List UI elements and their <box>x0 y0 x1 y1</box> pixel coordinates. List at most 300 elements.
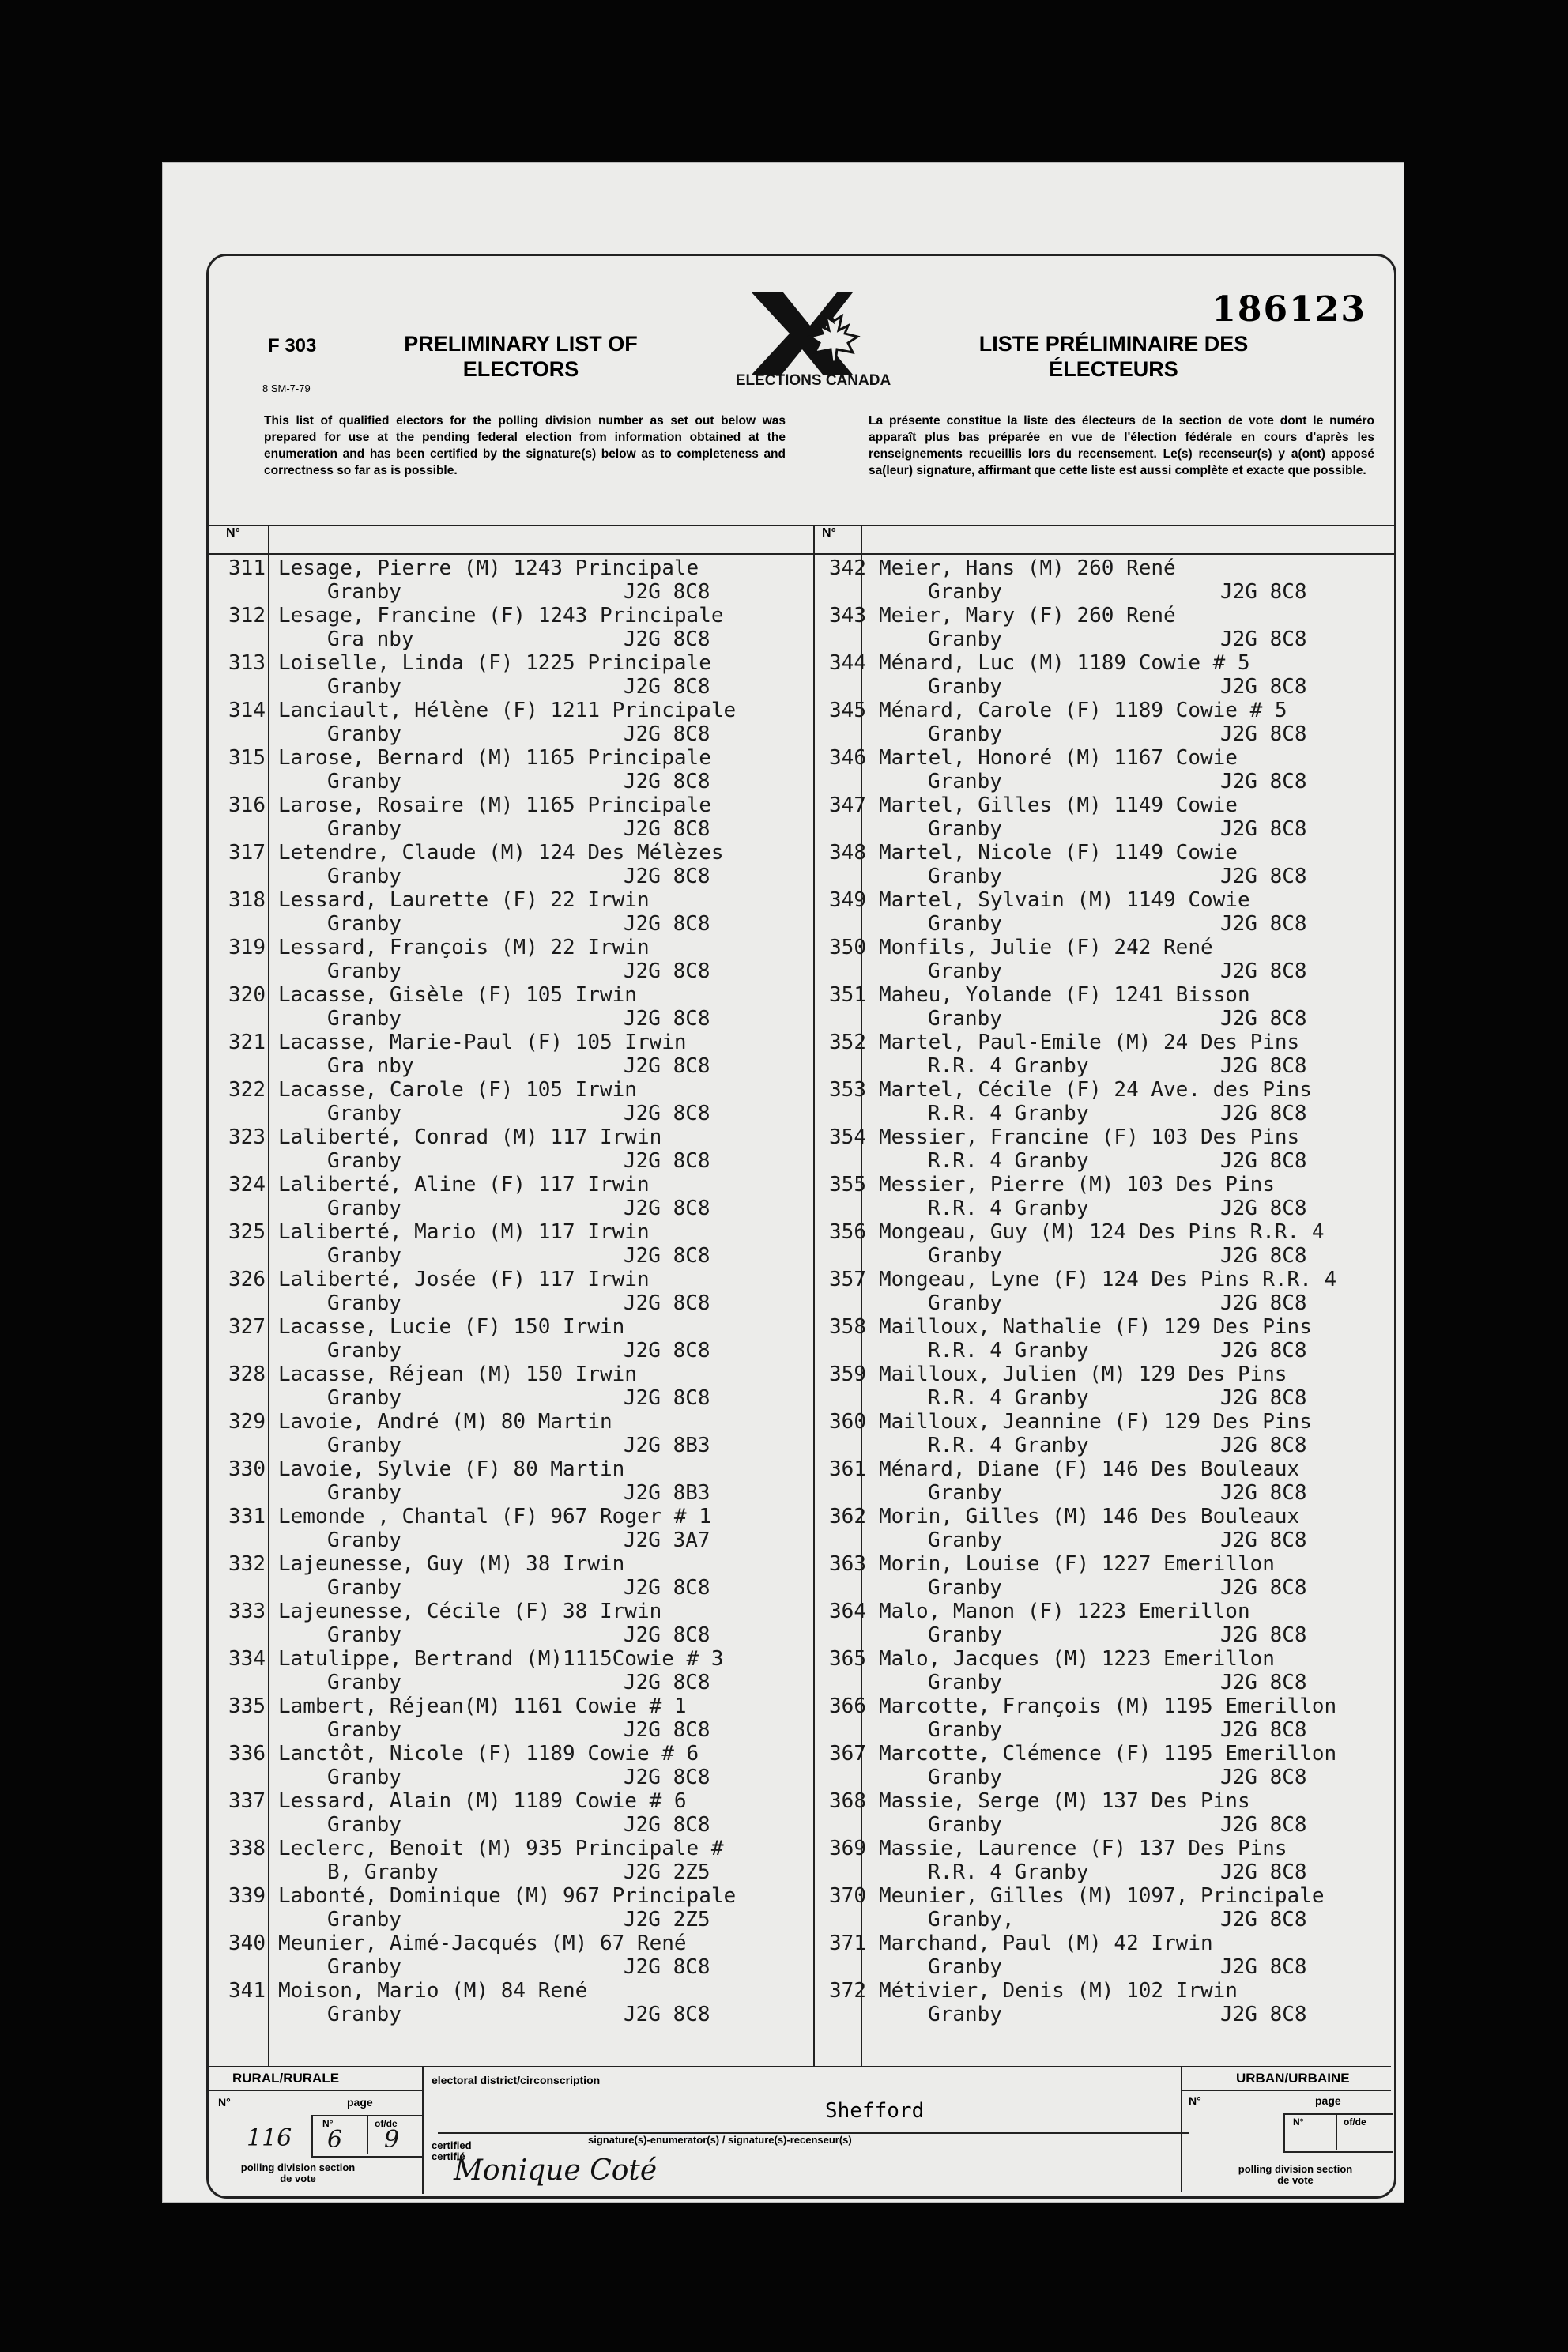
entry-number: 339 <box>228 1884 266 1908</box>
entry-number: 342 <box>829 556 866 580</box>
entry-name-address: Massie, Serge (M) 137 Des Pins <box>879 1789 1250 1813</box>
list-header-rule <box>209 553 1394 555</box>
entry-postal-code: J2G 8C8 <box>1220 1339 1307 1363</box>
district-value: Shefford <box>825 2099 925 2123</box>
entry-number: 335 <box>228 1694 266 1718</box>
entry-name-address: Lacasse, Marie-Paul (F) 105 Irwin <box>278 1031 687 1054</box>
list-entry <box>209 1268 813 1315</box>
entry-number: 312 <box>228 604 266 628</box>
entry-name-address: Lacasse, Lucie (F) 150 Irwin <box>278 1315 625 1339</box>
entry-name-address: Ménard, Luc (M) 1189 Cowie # 5 <box>879 651 1250 675</box>
list-entry <box>809 1837 1394 1884</box>
entry-municipality: Granby <box>928 1291 1002 1315</box>
list-entry <box>209 1789 813 1837</box>
list-entry <box>209 556 813 604</box>
entry-name-address: Moison, Mario (M) 84 René <box>278 1979 588 2003</box>
entry-postal-code: J2G 8C8 <box>1220 1054 1307 1078</box>
entry-postal-code: J2G 8C8 <box>624 1054 710 1078</box>
entry-municipality: Granby <box>327 1481 401 1505</box>
list-entry <box>809 841 1394 888</box>
entry-postal-code: J2G 8C8 <box>624 817 710 841</box>
entry-name-address: Messier, Francine (F) 103 Des Pins <box>879 1125 1300 1149</box>
entry-municipality: Gra nby <box>327 628 414 651</box>
entry-name-address: Meunier, Gilles (M) 1097, Principale <box>879 1884 1325 1908</box>
entry-municipality: Granby <box>327 959 401 983</box>
electors-list-sheet <box>162 162 1404 2203</box>
entry-postal-code: J2G 8C8 <box>1220 959 1307 983</box>
entry-name-address: Laliberté, Conrad (M) 117 Irwin <box>278 1125 662 1149</box>
list-entry <box>209 1505 813 1552</box>
entry-name-address: Martel, Gilles (M) 1149 Cowie <box>879 793 1238 817</box>
entry-municipality: Granby <box>928 1576 1002 1600</box>
entry-number: 325 <box>228 1220 266 1244</box>
list-entry <box>809 1220 1394 1268</box>
entry-name-address: Martel, Paul-Emile (M) 24 Des Pins <box>879 1031 1300 1054</box>
entry-number: 358 <box>829 1315 866 1339</box>
entry-postal-code: J2G 8C8 <box>1220 1813 1307 1837</box>
entry-municipality: Granby <box>928 1955 1002 1979</box>
entry-number: 340 <box>228 1932 266 1955</box>
entry-municipality: Granby <box>327 1244 401 1268</box>
list-entry <box>209 936 813 983</box>
entry-number: 354 <box>829 1125 866 1149</box>
title-english: PRELIMINARY LIST OF ELECTORS <box>404 332 638 381</box>
entry-municipality: Granby <box>928 1481 1002 1505</box>
entry-postal-code: J2G 8C8 <box>624 1576 710 1600</box>
entry-number: 345 <box>829 699 866 722</box>
entry-postal-code: J2G 8C8 <box>1220 722 1307 746</box>
intro-french: La présente constitue la liste des électeurs de la section de vote dont le numéro apparaît plus bas préparée en vue de l'élection fédérale en cours d'après les renseignements recueillis lors du recensement. Le(s) recenseur(s) y a(ont) apposé sa(leur) signature, affirmant que cette liste est aussi complète et exacte que possible. <box>869 414 1374 477</box>
entry-municipality: Granby <box>327 817 401 841</box>
list-entry <box>209 793 813 841</box>
entry-name-address: Lesage, Pierre (M) 1243 Principale <box>278 556 699 580</box>
entry-municipality: Gra nby <box>327 1054 414 1078</box>
entry-number: 311 <box>228 556 266 580</box>
list-entry <box>809 1742 1394 1789</box>
entry-number: 348 <box>829 841 866 865</box>
entry-municipality: B, Granby <box>327 1860 439 1884</box>
entry-name-address: Mailloux, Julien (M) 129 Des Pins <box>879 1363 1287 1386</box>
entry-number: 319 <box>228 936 266 959</box>
entry-postal-code: J2G 8C8 <box>1220 770 1307 793</box>
entry-municipality: Granby <box>928 1528 1002 1552</box>
list-entry <box>809 556 1394 604</box>
entry-number: 372 <box>829 1979 866 2003</box>
entry-number: 356 <box>829 1220 866 1244</box>
entry-municipality: Granby <box>327 1102 401 1125</box>
entry-postal-code: J2G 8C8 <box>1220 1434 1307 1457</box>
entry-number: 361 <box>829 1457 866 1481</box>
entry-municipality: Granby <box>928 1813 1002 1837</box>
list-entry <box>209 1125 813 1173</box>
entry-number: 365 <box>829 1647 866 1671</box>
entry-municipality: Granby <box>327 1908 401 1932</box>
entry-municipality: Granby <box>928 722 1002 746</box>
entry-postal-code: J2G 8C8 <box>624 770 710 793</box>
right-number-header: N° <box>822 526 836 540</box>
rural-page-of-label: of/de <box>375 2118 398 2129</box>
entry-postal-code: J2G 8C8 <box>1220 1860 1307 1884</box>
list-entry <box>209 1457 813 1505</box>
entry-postal-code: J2G 8C8 <box>1220 1386 1307 1410</box>
entry-number: 357 <box>829 1268 866 1291</box>
intro-english: This list of qualified electors for the polling division number as set out below was prepared for use at the pending federal election from information obtained at the enumeration and has been certified by the signature(s) below as to completeness and correctness so far as is possible. <box>264 414 786 477</box>
entry-name-address: Lacasse, Gisèle (F) 105 Irwin <box>278 983 637 1007</box>
entry-number: 346 <box>829 746 866 770</box>
entry-municipality: Granby <box>928 675 1002 699</box>
list-entry <box>809 651 1394 699</box>
list-entry <box>209 1410 813 1457</box>
entry-number: 371 <box>829 1932 866 1955</box>
entry-postal-code: J2G 8C8 <box>624 2003 710 2026</box>
urban-page-of-label: of/de <box>1344 2116 1366 2128</box>
urban-polling-division-label: polling division section de vote <box>1238 2163 1353 2186</box>
entry-postal-code: J2G 8B3 <box>624 1481 710 1505</box>
list-entry <box>209 651 813 699</box>
entry-postal-code: J2G 8C8 <box>624 1955 710 1979</box>
entry-postal-code: J2G 8C8 <box>624 722 710 746</box>
entry-postal-code: J2G 8C8 <box>624 580 710 604</box>
entry-name-address: Monfils, Julie (F) 242 René <box>879 936 1213 959</box>
list-entry <box>809 1979 1394 2026</box>
urban-page-no-label: N° <box>1293 2116 1304 2128</box>
entry-postal-code: J2G 8C8 <box>1220 628 1307 651</box>
entry-name-address: Martel, Cécile (F) 24 Ave. des Pins <box>879 1078 1312 1102</box>
entry-number: 321 <box>228 1031 266 1054</box>
entry-number: 337 <box>228 1789 266 1813</box>
entry-municipality: Granby <box>327 2003 401 2026</box>
entry-municipality: Granby <box>327 912 401 936</box>
entry-number: 320 <box>228 983 266 1007</box>
entry-postal-code: J2G 8C8 <box>624 1718 710 1742</box>
entry-number: 344 <box>829 651 866 675</box>
entry-number: 322 <box>228 1078 266 1102</box>
enumerator-signature: Monique Coté <box>454 2154 658 2187</box>
entry-number: 331 <box>228 1505 266 1528</box>
entry-postal-code: J2G 8C8 <box>1220 675 1307 699</box>
entry-number: 366 <box>829 1694 866 1718</box>
list-entry <box>809 1694 1394 1742</box>
entry-name-address: Lavoie, André (M) 80 Martin <box>278 1410 612 1434</box>
entry-municipality: Granby <box>327 770 401 793</box>
certified-label: certified certifié <box>432 2139 472 2162</box>
list-entry <box>809 1078 1394 1125</box>
entry-name-address: Lajeunesse, Cécile (F) 38 Irwin <box>278 1600 662 1623</box>
urban-header-rule <box>1181 2090 1391 2091</box>
entry-postal-code: J2G 8C8 <box>1220 1671 1307 1694</box>
entry-name-address: Lemonde , Chantal (F) 967 Roger # 1 <box>278 1505 711 1528</box>
entry-name-address: Ménard, Diane (F) 146 Des Bouleaux <box>879 1457 1300 1481</box>
list-entry <box>809 1268 1394 1315</box>
entry-name-address: Loiselle, Linda (F) 1225 Principale <box>278 651 711 675</box>
entry-name-address: Lambert, Réjean(M) 1161 Cowie # 1 <box>278 1694 687 1718</box>
list-entry <box>209 1363 813 1410</box>
entry-postal-code: J2G 8C8 <box>1220 1149 1307 1173</box>
entry-number: 347 <box>829 793 866 817</box>
entry-municipality: Granby <box>928 1623 1002 1647</box>
entry-postal-code: J2G 8C8 <box>624 1766 710 1789</box>
entry-postal-code: J2G 8C8 <box>624 1197 710 1220</box>
entry-name-address: Lavoie, Sylvie (F) 80 Martin <box>278 1457 625 1481</box>
list-entry <box>809 699 1394 746</box>
list-entry <box>809 1932 1394 1979</box>
entry-name-address: Lacasse, Carole (F) 105 Irwin <box>278 1078 637 1102</box>
entry-postal-code: J2G 8C8 <box>1220 1244 1307 1268</box>
entry-number: 367 <box>829 1742 866 1766</box>
entry-municipality: Granby <box>928 628 1002 651</box>
list-top-rule <box>209 525 1394 526</box>
list-entry <box>809 1789 1394 1837</box>
entry-number: 318 <box>228 888 266 912</box>
entry-municipality: Granby <box>327 1339 401 1363</box>
entry-number: 362 <box>829 1505 866 1528</box>
entry-name-address: Meunier, Aimé-Jacqués (M) 67 René <box>278 1932 687 1955</box>
entry-municipality: Granby <box>327 1671 401 1694</box>
entry-postal-code: J2G 8C8 <box>624 865 710 888</box>
list-entry <box>809 1173 1394 1220</box>
entry-name-address: Malo, Manon (F) 1223 Emerillon <box>879 1600 1250 1623</box>
entry-municipality: Granby <box>327 1149 401 1173</box>
list-entry <box>209 1647 813 1694</box>
entry-postal-code: J2G 8C8 <box>1220 1007 1307 1031</box>
entry-name-address: Laliberté, Mario (M) 117 Irwin <box>278 1220 650 1244</box>
district-label: electoral district/circonscription <box>432 2074 601 2086</box>
rural-page-number: 6 <box>327 2126 343 2154</box>
rural-page-label: page <box>347 2096 373 2109</box>
entry-municipality: Granby <box>928 817 1002 841</box>
list-entry <box>209 1600 813 1647</box>
entry-municipality: R.R. 4 Granby <box>928 1434 1089 1457</box>
list-entry <box>809 604 1394 651</box>
entry-name-address: Laliberté, Aline (F) 117 Irwin <box>278 1173 650 1197</box>
signature-label: signature(s)-enumerator(s) / signature(s)-recenseur(s) <box>588 2134 852 2146</box>
entry-postal-code: J2G 8C8 <box>624 1291 710 1315</box>
entry-postal-code: J2G 8C8 <box>1220 1718 1307 1742</box>
entry-name-address: Marchand, Paul (M) 42 Irwin <box>879 1932 1213 1955</box>
entry-name-address: Mailloux, Nathalie (F) 129 Des Pins <box>879 1315 1312 1339</box>
entry-postal-code: J2G 8C8 <box>1220 1102 1307 1125</box>
list-entry <box>809 1125 1394 1173</box>
entry-municipality: Granby <box>928 1007 1002 1031</box>
list-entry <box>809 1884 1394 1932</box>
list-entry <box>809 1647 1394 1694</box>
entry-postal-code: J2G 8C8 <box>1220 1908 1307 1932</box>
entry-number: 313 <box>228 651 266 675</box>
entry-postal-code: J2G 8C8 <box>624 1007 710 1031</box>
entry-number: 336 <box>228 1742 266 1766</box>
entry-postal-code: J2G 8B3 <box>624 1434 710 1457</box>
entry-name-address: Lajeunesse, Guy (M) 38 Irwin <box>278 1552 625 1576</box>
entry-name-address: Martel, Honoré (M) 1167 Cowie <box>879 746 1238 770</box>
entry-municipality: Granby <box>928 2003 1002 2026</box>
rural-label: RURAL/RURALE <box>232 2071 340 2086</box>
entry-name-address: Morin, Gilles (M) 146 Des Bouleaux <box>879 1505 1300 1528</box>
entry-number: 316 <box>228 793 266 817</box>
entry-municipality: Granby <box>327 1197 401 1220</box>
entry-municipality: Granby <box>327 1576 401 1600</box>
entry-name-address: Martel, Nicole (F) 1149 Cowie <box>879 841 1238 865</box>
entry-name-address: Mongeau, Guy (M) 124 Des Pins R.R. 4 <box>879 1220 1325 1244</box>
list-entry <box>809 1410 1394 1457</box>
form-footer <box>209 2066 1394 2196</box>
list-entry <box>209 1031 813 1078</box>
entry-postal-code: J2G 8C8 <box>624 912 710 936</box>
entry-municipality: R.R. 4 Granby <box>928 1860 1089 1884</box>
logo-text: ELECTIONS CANADA <box>735 372 891 389</box>
list-entry <box>209 983 813 1031</box>
entry-municipality: Granby <box>327 675 401 699</box>
entry-name-address: Lesage, Francine (F) 1243 Principale <box>278 604 724 628</box>
list-entry <box>209 841 813 888</box>
entry-municipality: Granby <box>928 959 1002 983</box>
entry-postal-code: J2G 8C8 <box>624 1623 710 1647</box>
entry-postal-code: J2G 8C8 <box>624 1149 710 1173</box>
entry-name-address: Latulippe, Bertrand (M)1115Cowie # 3 <box>278 1647 724 1671</box>
entry-number: 364 <box>829 1600 866 1623</box>
list-entry <box>209 1979 813 2026</box>
entry-postal-code: J2G 2Z5 <box>624 1908 710 1932</box>
entry-postal-code: J2G 8C8 <box>1220 2003 1307 2026</box>
entry-number: 359 <box>829 1363 866 1386</box>
rural-polling-division-label: polling division section de vote <box>240 2162 356 2184</box>
entry-number: 351 <box>829 983 866 1007</box>
entry-municipality: Granby, <box>928 1908 1015 1932</box>
entry-number: 352 <box>829 1031 866 1054</box>
entry-municipality: R.R. 4 Granby <box>928 1054 1089 1078</box>
list-entry <box>809 1457 1394 1505</box>
entry-number: 323 <box>228 1125 266 1149</box>
entry-number: 333 <box>228 1600 266 1623</box>
entry-number: 353 <box>829 1078 866 1102</box>
entry-name-address: Lacasse, Réjean (M) 150 Irwin <box>278 1363 637 1386</box>
entry-postal-code: J2G 8C8 <box>624 1386 710 1410</box>
entry-name-address: Martel, Sylvain (M) 1149 Cowie <box>879 888 1250 912</box>
rural-page-no-label: N° <box>322 2118 334 2129</box>
district-field <box>438 2096 1189 2134</box>
entry-postal-code: J2G 8C8 <box>624 959 710 983</box>
entry-municipality: Granby <box>327 1007 401 1031</box>
urban-page-label: page <box>1315 2094 1341 2107</box>
entry-municipality: R.R. 4 Granby <box>928 1197 1089 1220</box>
entry-number: 368 <box>829 1789 866 1813</box>
list-entry <box>809 888 1394 936</box>
entry-postal-code: J2G 8C8 <box>624 1244 710 1268</box>
entry-municipality: Granby <box>327 1766 401 1789</box>
entry-municipality: Granby <box>327 1434 401 1457</box>
entry-name-address: Ménard, Carole (F) 1189 Cowie # 5 <box>879 699 1287 722</box>
left-number-header: N° <box>226 526 240 540</box>
form-code: F 303 <box>268 335 317 356</box>
list-entry <box>209 1220 813 1268</box>
urban-label: URBAN/URBAINE <box>1236 2071 1350 2086</box>
form-revision: 8 SM-7-79 <box>262 383 311 394</box>
list-entry <box>209 746 813 793</box>
entry-postal-code: J2G 8C8 <box>1220 1955 1307 1979</box>
entry-name-address: Meier, Hans (M) 260 René <box>879 556 1176 580</box>
entry-postal-code: J2G 2Z5 <box>624 1860 710 1884</box>
entry-number: 338 <box>228 1837 266 1860</box>
list-entry <box>209 1694 813 1742</box>
entry-municipality: Granby <box>928 1766 1002 1789</box>
entry-municipality: Granby <box>327 1386 401 1410</box>
entry-number: 332 <box>228 1552 266 1576</box>
entry-number: 349 <box>829 888 866 912</box>
entry-number: 315 <box>228 746 266 770</box>
entry-name-address: Mailloux, Jeannine (F) 129 Des Pins <box>879 1410 1312 1434</box>
list-entry <box>809 983 1394 1031</box>
list-entry <box>809 1031 1394 1078</box>
entry-number: 317 <box>228 841 266 865</box>
entry-number: 334 <box>228 1647 266 1671</box>
entry-postal-code: J2G 8C8 <box>1220 1576 1307 1600</box>
rural-no-label: N° <box>218 2096 231 2109</box>
entry-municipality: Granby <box>327 722 401 746</box>
entry-number: 329 <box>228 1410 266 1434</box>
entry-number: 330 <box>228 1457 266 1481</box>
rural-polling-number: 116 <box>247 2124 292 2152</box>
entry-name-address: Lanctôt, Nicole (F) 1189 Cowie # 6 <box>278 1742 699 1766</box>
entry-municipality: R.R. 4 Granby <box>928 1102 1089 1125</box>
entry-name-address: Leclerc, Benoit (M) 935 Principale # <box>278 1837 724 1860</box>
list-entry <box>209 699 813 746</box>
entry-name-address: Marcotte, François (M) 1195 Emerillon <box>879 1694 1337 1718</box>
entry-municipality: Granby <box>928 1718 1002 1742</box>
entry-postal-code: J2G 3A7 <box>624 1528 710 1552</box>
rural-page-divider <box>367 2115 368 2154</box>
list-entry <box>809 1363 1394 1410</box>
entry-number: 350 <box>829 936 866 959</box>
entry-postal-code: J2G 8C8 <box>1220 865 1307 888</box>
list-entry <box>809 1505 1394 1552</box>
list-entry <box>209 1552 813 1600</box>
entry-name-address: Larose, Bernard (M) 1165 Principale <box>278 746 711 770</box>
entry-name-address: Messier, Pierre (M) 103 Des Pins <box>879 1173 1275 1197</box>
list-entry <box>809 1600 1394 1647</box>
entry-postal-code: J2G 8C8 <box>1220 580 1307 604</box>
urban-page-divider <box>1336 2113 1337 2150</box>
entry-name-address: Malo, Jacques (M) 1223 Emerillon <box>879 1647 1275 1671</box>
entry-name-address: Morin, Louise (F) 1227 Emerillon <box>879 1552 1275 1576</box>
rural-page-total: 9 <box>384 2126 400 2154</box>
entry-municipality: Granby <box>327 1528 401 1552</box>
entry-postal-code: J2G 8C8 <box>1220 1766 1307 1789</box>
entry-name-address: Mongeau, Lyne (F) 124 Des Pins R.R. 4 <box>879 1268 1337 1291</box>
entry-name-address: Meier, Mary (F) 260 René <box>879 604 1176 628</box>
list-entry <box>209 1932 813 1979</box>
entry-municipality: Granby <box>928 865 1002 888</box>
urban-no-label: N° <box>1189 2094 1201 2107</box>
entry-name-address: Massie, Laurence (F) 137 Des Pins <box>879 1837 1287 1860</box>
entry-municipality: R.R. 4 Granby <box>928 1339 1089 1363</box>
list-entry <box>809 793 1394 841</box>
elections-canada-logo-icon <box>734 286 892 397</box>
entry-postal-code: J2G 8C8 <box>624 1102 710 1125</box>
electors-list <box>209 525 1394 2066</box>
entry-postal-code: J2G 8C8 <box>1220 817 1307 841</box>
entry-postal-code: J2G 8C8 <box>1220 912 1307 936</box>
entry-municipality: R.R. 4 Granby <box>928 1386 1089 1410</box>
entry-number: 370 <box>829 1884 866 1908</box>
entry-postal-code: J2G 8C8 <box>1220 1623 1307 1647</box>
form-frame <box>206 254 1396 2199</box>
entry-number: 324 <box>228 1173 266 1197</box>
entry-municipality: Granby <box>327 1718 401 1742</box>
entry-municipality: R.R. 4 Granby <box>928 1149 1089 1173</box>
entry-municipality: Granby <box>928 1244 1002 1268</box>
list-entry <box>209 1315 813 1363</box>
entry-name-address: Lessard, Laurette (F) 22 Irwin <box>278 888 650 912</box>
serial-number: 186123 <box>1212 289 1366 330</box>
